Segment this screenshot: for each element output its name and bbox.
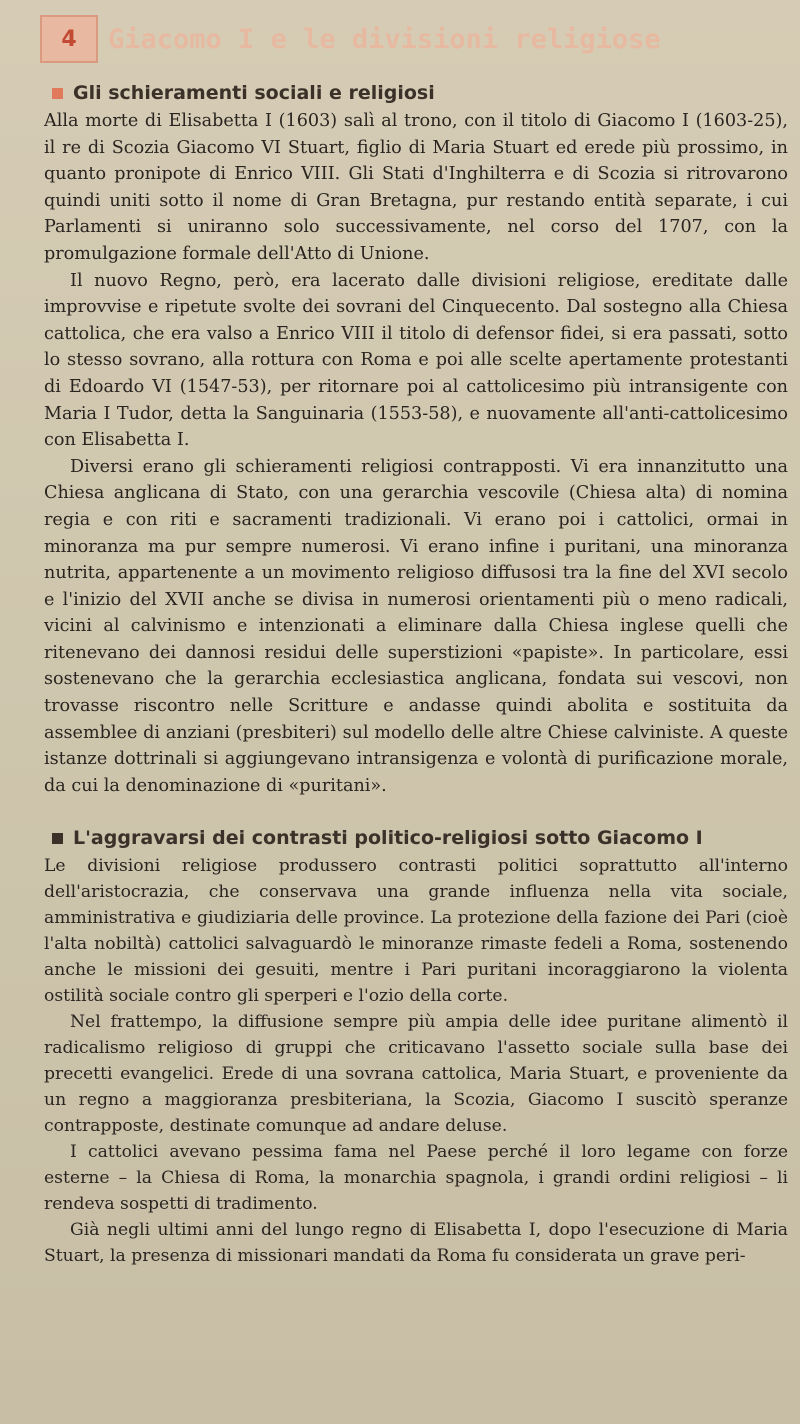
paragraph: Nel frattempo, la diffusione sempre più ampia delle idee puritane alimentò il radicalismo religioso di gruppi che criticavano l'assetto sociale sulla base dei precetti evangelici. Erede di una sovrana cattolica, Maria Stuart, e proveniente da un regno a maggioranza presbiteriana, la Scozia, Giacomo I suscitò speranze contrapposte, destinate comunque ad andare deluse.	[44, 1012, 788, 1137]
paragraph: Alla morte di Elisabetta I (1603) salì al trono, con il titolo di Giacomo I (1603-25), il re di Scozia Giacomo VI Stuart, figlio di Maria Stuart ed erede più prossimo, in quanto pronipote di Enrico VIII. Gli Stati d'Inghilterra e di Scozia si ritrovarono quindi uniti sotto il nome di Gran Bretagna, pur restando entità separate, i cui Parlamenti si uniranno solo successivamente, nel corso del 1707, con la promulgazione formale dell'Atto di Unione.	[44, 111, 788, 264]
heading-marker-icon	[52, 88, 63, 99]
section-heading	[52, 78, 788, 108]
paragraph: Già negli ultimi anni del lungo regno di Elisabetta I, dopo l'esecuzione di Maria Stuart, la presenza di missionari mandati da Roma fu considerata un grave peri-	[44, 1220, 788, 1267]
page-content	[44, 78, 788, 1269]
section-social-religious	[44, 78, 788, 799]
paragraph: Il nuovo Regno, però, era lacerato dalle divisioni religiose, ereditate dalle improvvise e ripetute svolte dei sovrani del Cinquecento. Dal sostegno alla Chiesa cattolica, che era valso a Enrico VIII il titolo di defensor fidei, si era passati, sotto lo stesso sovrano, alla rottura con Roma e poi alle scelte apertamente protestanti di Edoardo VI (1547-53), per ritornare poi al cattolicesimo più intransigente con Maria I Tudor, detta la Sanguinaria (1553-58), e nuovamente all'anti-cattolicesimo con Elisabetta I.	[44, 270, 788, 451]
paragraph: I cattolici avevano pessima fama nel Paese perché il loro legame con forze esterne – la Chiesa di Roma, la monarchia spagnola, i grandi ordini religiosi – li rendeva sospetti di tradimento.	[44, 1142, 788, 1215]
paragraph: Le divisioni religiose produssero contrasti politici soprattutto all'interno dell'aristocrazia, che conservava una grande influenza nella vita sociale, amministrativa e giudiziaria delle province. La protezione della fazione dei Pari (cioè l'alta nobiltà) cattolici salvaguardò le minoranze rimaste fedeli a Roma, sostenendo anche le missioni dei gesuiti, mentre i Pari puritani incoraggiarono la violenta ostilità sociale contro gli sperperi e l'ozio della corte.	[44, 856, 788, 1007]
section-heading-text: Gli schieramenti sociali e religiosi	[73, 82, 435, 104]
heading-marker-icon	[52, 833, 63, 844]
section-heading-text: L'aggravarsi dei contrasti politico-religiosi sotto Giacomo I	[73, 827, 703, 850]
chapter-header	[40, 8, 661, 70]
section-political-religious-conflicts	[44, 823, 788, 1269]
chapter-title: Giacomo I e le divisioni religiose	[108, 23, 661, 55]
chapter-number-badge: 4	[40, 15, 98, 63]
section-heading	[52, 823, 788, 853]
paragraph: Diversi erano gli schieramenti religiosi contrapposti. Vi era innanzitutto una Chiesa anglicana di Stato, con una gerarchia vescovile (Chiesa alta) di nomina regia e con riti e sacramenti tradizionali. Vi erano poi i cattolici, ormai in minoranza ma pur sempre numerosi. Vi erano infine i puritani, una minoranza nutrita, appartenente a un movimento religioso diffusosi tra la fine del XVI secolo e l'inizio del XVII anche se divisa in numerosi orientamenti più o meno radicali, vicini al calvinismo e intenzionati a eliminare dalla Chiesa inglese quelli che ritenevano dei dannosi residui delle superstizioni «papiste». In particolare, essi sostenevano che la gerarchia ecclesiastica anglicana, fondata sui vescovi, non trovasse riscontro nelle Scritture e andasse quindi abolita e sostituita da assemblee di anziani (presbiteri) sul modello delle altre Chiese calviniste. A queste istanze dottrinali si aggiungevano intransigenza e volontà di purificazione morale, da cui la denominazione di «puritani».	[44, 456, 788, 796]
